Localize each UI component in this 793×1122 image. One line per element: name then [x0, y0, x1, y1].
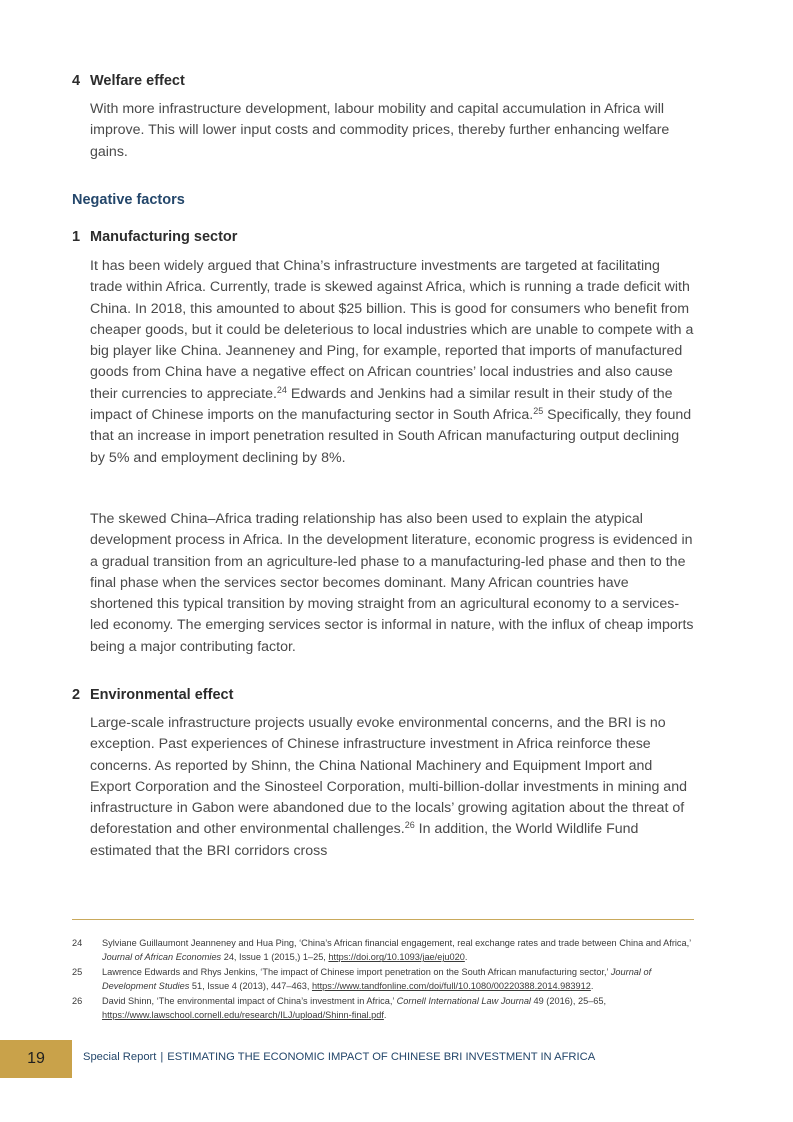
footnote-number: 25: [72, 966, 83, 977]
welfare-paragraph: [90, 99, 694, 163]
welfare-heading: [72, 71, 185, 91]
footnote-26: [72, 994, 694, 1023]
environmental-title: Environmental effect: [90, 687, 234, 703]
footnote-end: .: [383, 1010, 387, 1021]
footnote-ref-24[interactable]: 24: [276, 384, 287, 395]
environmental-text-a: Large-scale infrastructure projects usually evoke environmental concerns, and the BRI is no exception. Past experiences of Chinese infrastructure investment in Africa reinforce these concerns. As reported by Shinn, the China National Machinery and Equipment Import and Export Corporation and the Sinosteel Corporation, multi-billion-dollar investments in mining and infrastructure in Gabon were abandoned due to the locals’ growing agitation about the threat of deforestation and other environmental challenges.: [90, 715, 687, 838]
footnote-journal: Journal of African Economies: [102, 952, 222, 963]
manufacturing-text-b: Edwards and Jenkins had a similar result in their study of the impact of Chinese imports on the manufacturing sector in South Africa.: [90, 385, 673, 424]
footnote-journal: Journal of Development Studies: [102, 966, 652, 992]
footer-separator: |: [160, 1051, 164, 1063]
manufacturing-text-a: It has been widely argued that China’s infrastructure investments are targeted at facilitating trade within Africa. Currently, trade is skewed against Africa, which is running a trade deficit with China. In 2018, this amounted to about $25 billion. This is good for consumers who benefit from cheaper goods, but it could be deleterious to local industries which are unable to compete with a big player like China. Jeanneney and Ping, for example, reported that imports of manufactured goods from China have a negative effect on African countries’ local industries and also cause their currencies to appreciate.: [90, 258, 694, 402]
welfare-text: With more infrastructure development, labour mobility and capital accumulation in Africa will improve. This will lower input costs and commodity prices, thereby further enhancing welfare gains.: [90, 101, 670, 160]
footnote-text: 49 (2016), 25–65,: [530, 995, 607, 1006]
manufacturing-number: 1: [72, 229, 81, 245]
environmental-paragraph: [90, 713, 694, 862]
footnote-number: 26: [72, 995, 83, 1006]
footnote-25: [72, 965, 694, 994]
manufacturing-paragraph-1: [90, 256, 694, 469]
page-number: 19: [27, 1050, 45, 1067]
manufacturing-text-p2: The skewed China–Africa trading relationship has also been used to explain the atypical development process in Africa. In the development literature, economic progress is evidenced in a gradual transition from an agriculture-led phase to a manufacturing-led phase and then to the final phase when the services sector becomes dominant. Many African countries have shortened this typical transition by moving straight from an agricultural economy to a services-led economy. The emerging services sector is informal in nature, with the influx of cheap imports being a major contributing factor.: [90, 511, 694, 655]
manufacturing-title: Manufacturing sector: [90, 229, 238, 245]
footnote-24: [72, 936, 694, 965]
footnote-link[interactable]: https://www.tandfonline.com/doi/full/10.1080/00220388.2014.983912: [311, 981, 591, 992]
running-footer: [83, 1051, 595, 1063]
footnote-text: 24, Issue 1 (2015,) 1–25,: [221, 952, 329, 963]
footnote-end: .: [590, 981, 594, 992]
welfare-title: Welfare effect: [90, 73, 185, 89]
footnote-divider: [72, 919, 694, 920]
footnote-number: 24: [72, 938, 83, 948]
environmental-number: 2: [72, 687, 81, 703]
footnote-ref-25[interactable]: 25: [533, 406, 544, 417]
footnote-text: David Shinn, ‘The environmental impact of China’s investment in Africa,’: [102, 995, 397, 1006]
welfare-number: 4: [72, 73, 81, 89]
footer-label: Special Report: [83, 1051, 157, 1063]
footnote-end: .: [464, 952, 468, 963]
footnotes: [72, 936, 694, 1022]
manufacturing-heading: [72, 227, 237, 247]
environmental-text-b: In addition, the World Wildlife Fund estimated that the BRI corridors cross: [90, 821, 639, 859]
footnote-link[interactable]: https://www.lawschool.cornell.edu/research/ILJ/upload/Shinn-final.pdf: [102, 1010, 384, 1021]
footnote-text: Lawrence Edwards and Rhys Jenkins, ‘The impact of Chinese import penetration on the South African manufacturing sector,’: [102, 966, 611, 977]
footnote-link[interactable]: https://doi.org/10.1093/jae/eju020: [328, 952, 465, 963]
environmental-heading: [72, 685, 233, 705]
negative-factors-heading: Negative factors: [72, 192, 185, 208]
manufacturing-text-c: Specifically, they found that an increase in import penetration resulted in South African manufacturing output declining by 5% and employment declining by 8%.: [90, 407, 692, 466]
footnote-text: Sylviane Guillaumont Jeanneney and Hua Ping, ‘China’s African financial engagement, real exchange rates and trade between China and Africa,’: [102, 938, 691, 948]
page-number-box: [0, 1040, 72, 1078]
footer-title: ESTIMATING THE ECONOMIC IMPACT OF CHINESE BRI INVESTMENT IN AFRICA: [167, 1051, 596, 1063]
footnote-journal: Cornell International Law Journal: [396, 995, 531, 1006]
footnote-ref-26[interactable]: 26: [404, 820, 415, 831]
manufacturing-paragraph-2: [90, 509, 694, 658]
footnote-text: 51, Issue 4 (2013), 447–463,: [189, 981, 312, 992]
